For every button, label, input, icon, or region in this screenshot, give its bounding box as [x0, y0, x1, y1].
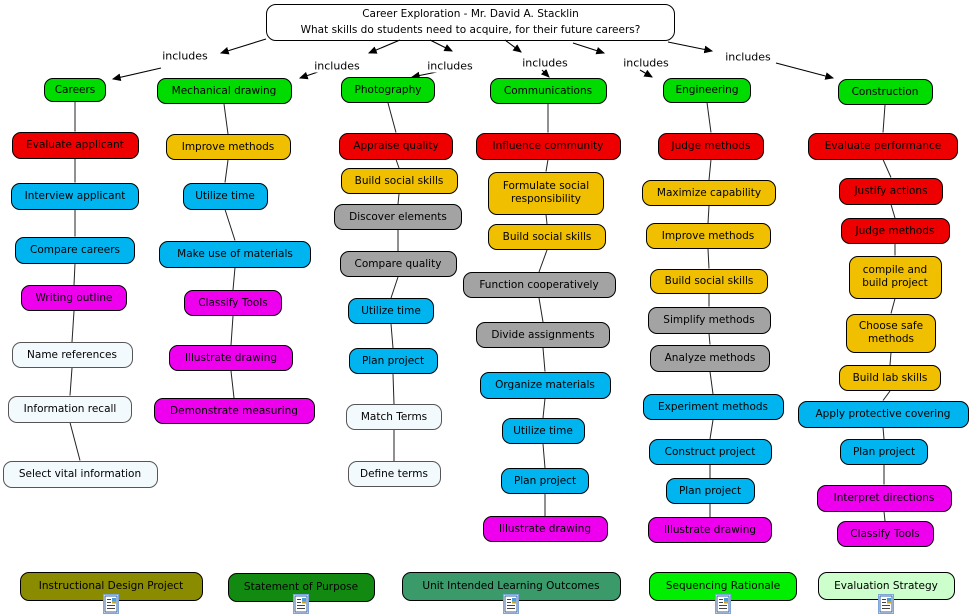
link-label-includes-1[interactable]: includes	[162, 49, 208, 63]
node-interview-applicant[interactable]: Interview applicant	[11, 183, 139, 210]
node-information-recall[interactable]: Information recall	[8, 396, 132, 423]
node-build-lab-skills[interactable]: Build lab skills	[839, 365, 941, 391]
footer-statement-of-purpose[interactable]: Statement of Purpose	[228, 573, 375, 602]
node-interpret-directions[interactable]: Interpret directions	[817, 485, 952, 512]
node-build-social-skills[interactable]: Build social skills	[488, 224, 606, 250]
node-function-cooperatively[interactable]: Function cooperatively	[463, 272, 616, 298]
node-utilize-time[interactable]: Utilize time	[502, 418, 585, 444]
resource-icon[interactable]	[715, 594, 731, 614]
node-compile-and-build-project[interactable]: compile and build project	[849, 256, 942, 299]
node-maximize-capability[interactable]: Maximize capability	[642, 180, 776, 206]
node-justify-actions[interactable]: Justify actions	[839, 178, 943, 205]
node-appraise-quality[interactable]: Appraise quality	[339, 133, 453, 160]
branch-header-communications[interactable]: Communications	[490, 78, 607, 104]
node-illustrate-drawing[interactable]: Illustrate drawing	[483, 516, 608, 542]
node-formulate-social-responsibility[interactable]: Formulate social responsibility	[488, 172, 604, 215]
resource-icon[interactable]	[878, 594, 894, 614]
node-judge-methods[interactable]: Judge methods	[658, 133, 764, 160]
node-evaluate-performance[interactable]: Evaluate performance	[808, 133, 958, 160]
node-apply-protective-covering[interactable]: Apply protective covering	[798, 401, 969, 428]
node-define-terms[interactable]: Define terms	[348, 461, 441, 487]
node-divide-assignments[interactable]: Divide assignments	[476, 322, 610, 348]
branch-header-engineering[interactable]: Engineering	[663, 78, 751, 103]
node-build-social-skills[interactable]: Build social skills	[341, 168, 458, 194]
footer-evaluation-strategy[interactable]: Evaluation Strategy	[818, 572, 955, 600]
root-concept[interactable]	[266, 4, 675, 41]
node-plan-project[interactable]: Plan project	[840, 439, 928, 465]
node-plan-project[interactable]: Plan project	[666, 478, 755, 504]
node-illustrate-drawing[interactable]: Illustrate drawing	[648, 517, 772, 543]
title-line1: Career Exploration - Mr. David A. Stacklin	[362, 8, 579, 21]
title-line2: What skills do students need to acquire, for their future careers?	[300, 23, 641, 36]
node-demonstrate-measuring[interactable]: Demonstrate measuring	[154, 398, 315, 424]
node-construct-project[interactable]: Construct project	[649, 439, 772, 465]
resource-icon[interactable]	[293, 594, 309, 614]
resource-icon[interactable]	[103, 594, 119, 614]
node-improve-methods[interactable]: Improve methods	[646, 223, 771, 249]
node-utilize-time[interactable]: Utilize time	[183, 183, 268, 210]
node-plan-project[interactable]: Plan project	[501, 468, 589, 494]
node-improve-methods[interactable]: Improve methods	[166, 134, 291, 160]
node-choose-safe-methods[interactable]: Choose safe methods	[846, 314, 936, 353]
link-label-includes-6[interactable]: includes	[725, 50, 771, 64]
footer-instructional-design-project[interactable]: Instructional Design Project	[20, 572, 203, 601]
branch-header-careers[interactable]: Careers	[44, 78, 106, 102]
node-influence-community[interactable]: Influence community	[476, 133, 621, 160]
node-compare-quality[interactable]: Compare quality	[340, 251, 457, 277]
node-simplify-methods[interactable]: Simplify methods	[648, 307, 771, 334]
node-classify-tools[interactable]: Classify Tools	[184, 290, 282, 316]
node-utilize-time[interactable]: Utilize time	[348, 298, 434, 324]
link-label-includes-3[interactable]: includes	[427, 59, 473, 73]
node-compare-careers[interactable]: Compare careers	[15, 237, 135, 264]
branch-header-photography[interactable]: Photography	[341, 77, 435, 103]
node-analyze-methods[interactable]: Analyze methods	[650, 345, 770, 372]
node-judge-methods[interactable]: Judge methods	[841, 218, 950, 244]
node-name-references[interactable]: Name references	[12, 342, 133, 368]
node-make-use-of-materials[interactable]: Make use of materials	[159, 241, 311, 268]
link-label-includes-5[interactable]: includes	[623, 56, 669, 70]
node-build-social-skills[interactable]: Build social skills	[650, 269, 768, 294]
node-experiment-methods[interactable]: Experiment methods	[643, 394, 784, 420]
resource-icon[interactable]	[503, 594, 519, 614]
branch-header-construction[interactable]: Construction	[838, 79, 933, 105]
node-evaluate-applicant[interactable]: Evaluate applicant	[12, 132, 139, 159]
footer-unit-intended-learning-outcomes[interactable]: Unit Intended Learning Outcomes	[402, 572, 621, 601]
node-writing-outline[interactable]: Writing outline	[21, 285, 127, 311]
footer-sequencing-rationale[interactable]: Sequencing Rationale	[649, 572, 797, 601]
node-select-vital-information[interactable]: Select vital information	[3, 461, 158, 488]
node-organize-materials[interactable]: Organize materials	[480, 372, 611, 399]
node-classify-tools[interactable]: Classify Tools	[837, 521, 934, 547]
link-label-includes-4[interactable]: includes	[522, 56, 568, 70]
node-plan-project[interactable]: Plan project	[349, 348, 438, 374]
node-discover-elements[interactable]: Discover elements	[334, 204, 462, 230]
branch-header-mechanical-drawing[interactable]: Mechanical drawing	[157, 78, 292, 104]
node-illustrate-drawing[interactable]: Illustrate drawing	[169, 345, 293, 371]
node-match-terms[interactable]: Match Terms	[346, 404, 442, 430]
link-label-includes-2[interactable]: includes	[314, 59, 360, 73]
